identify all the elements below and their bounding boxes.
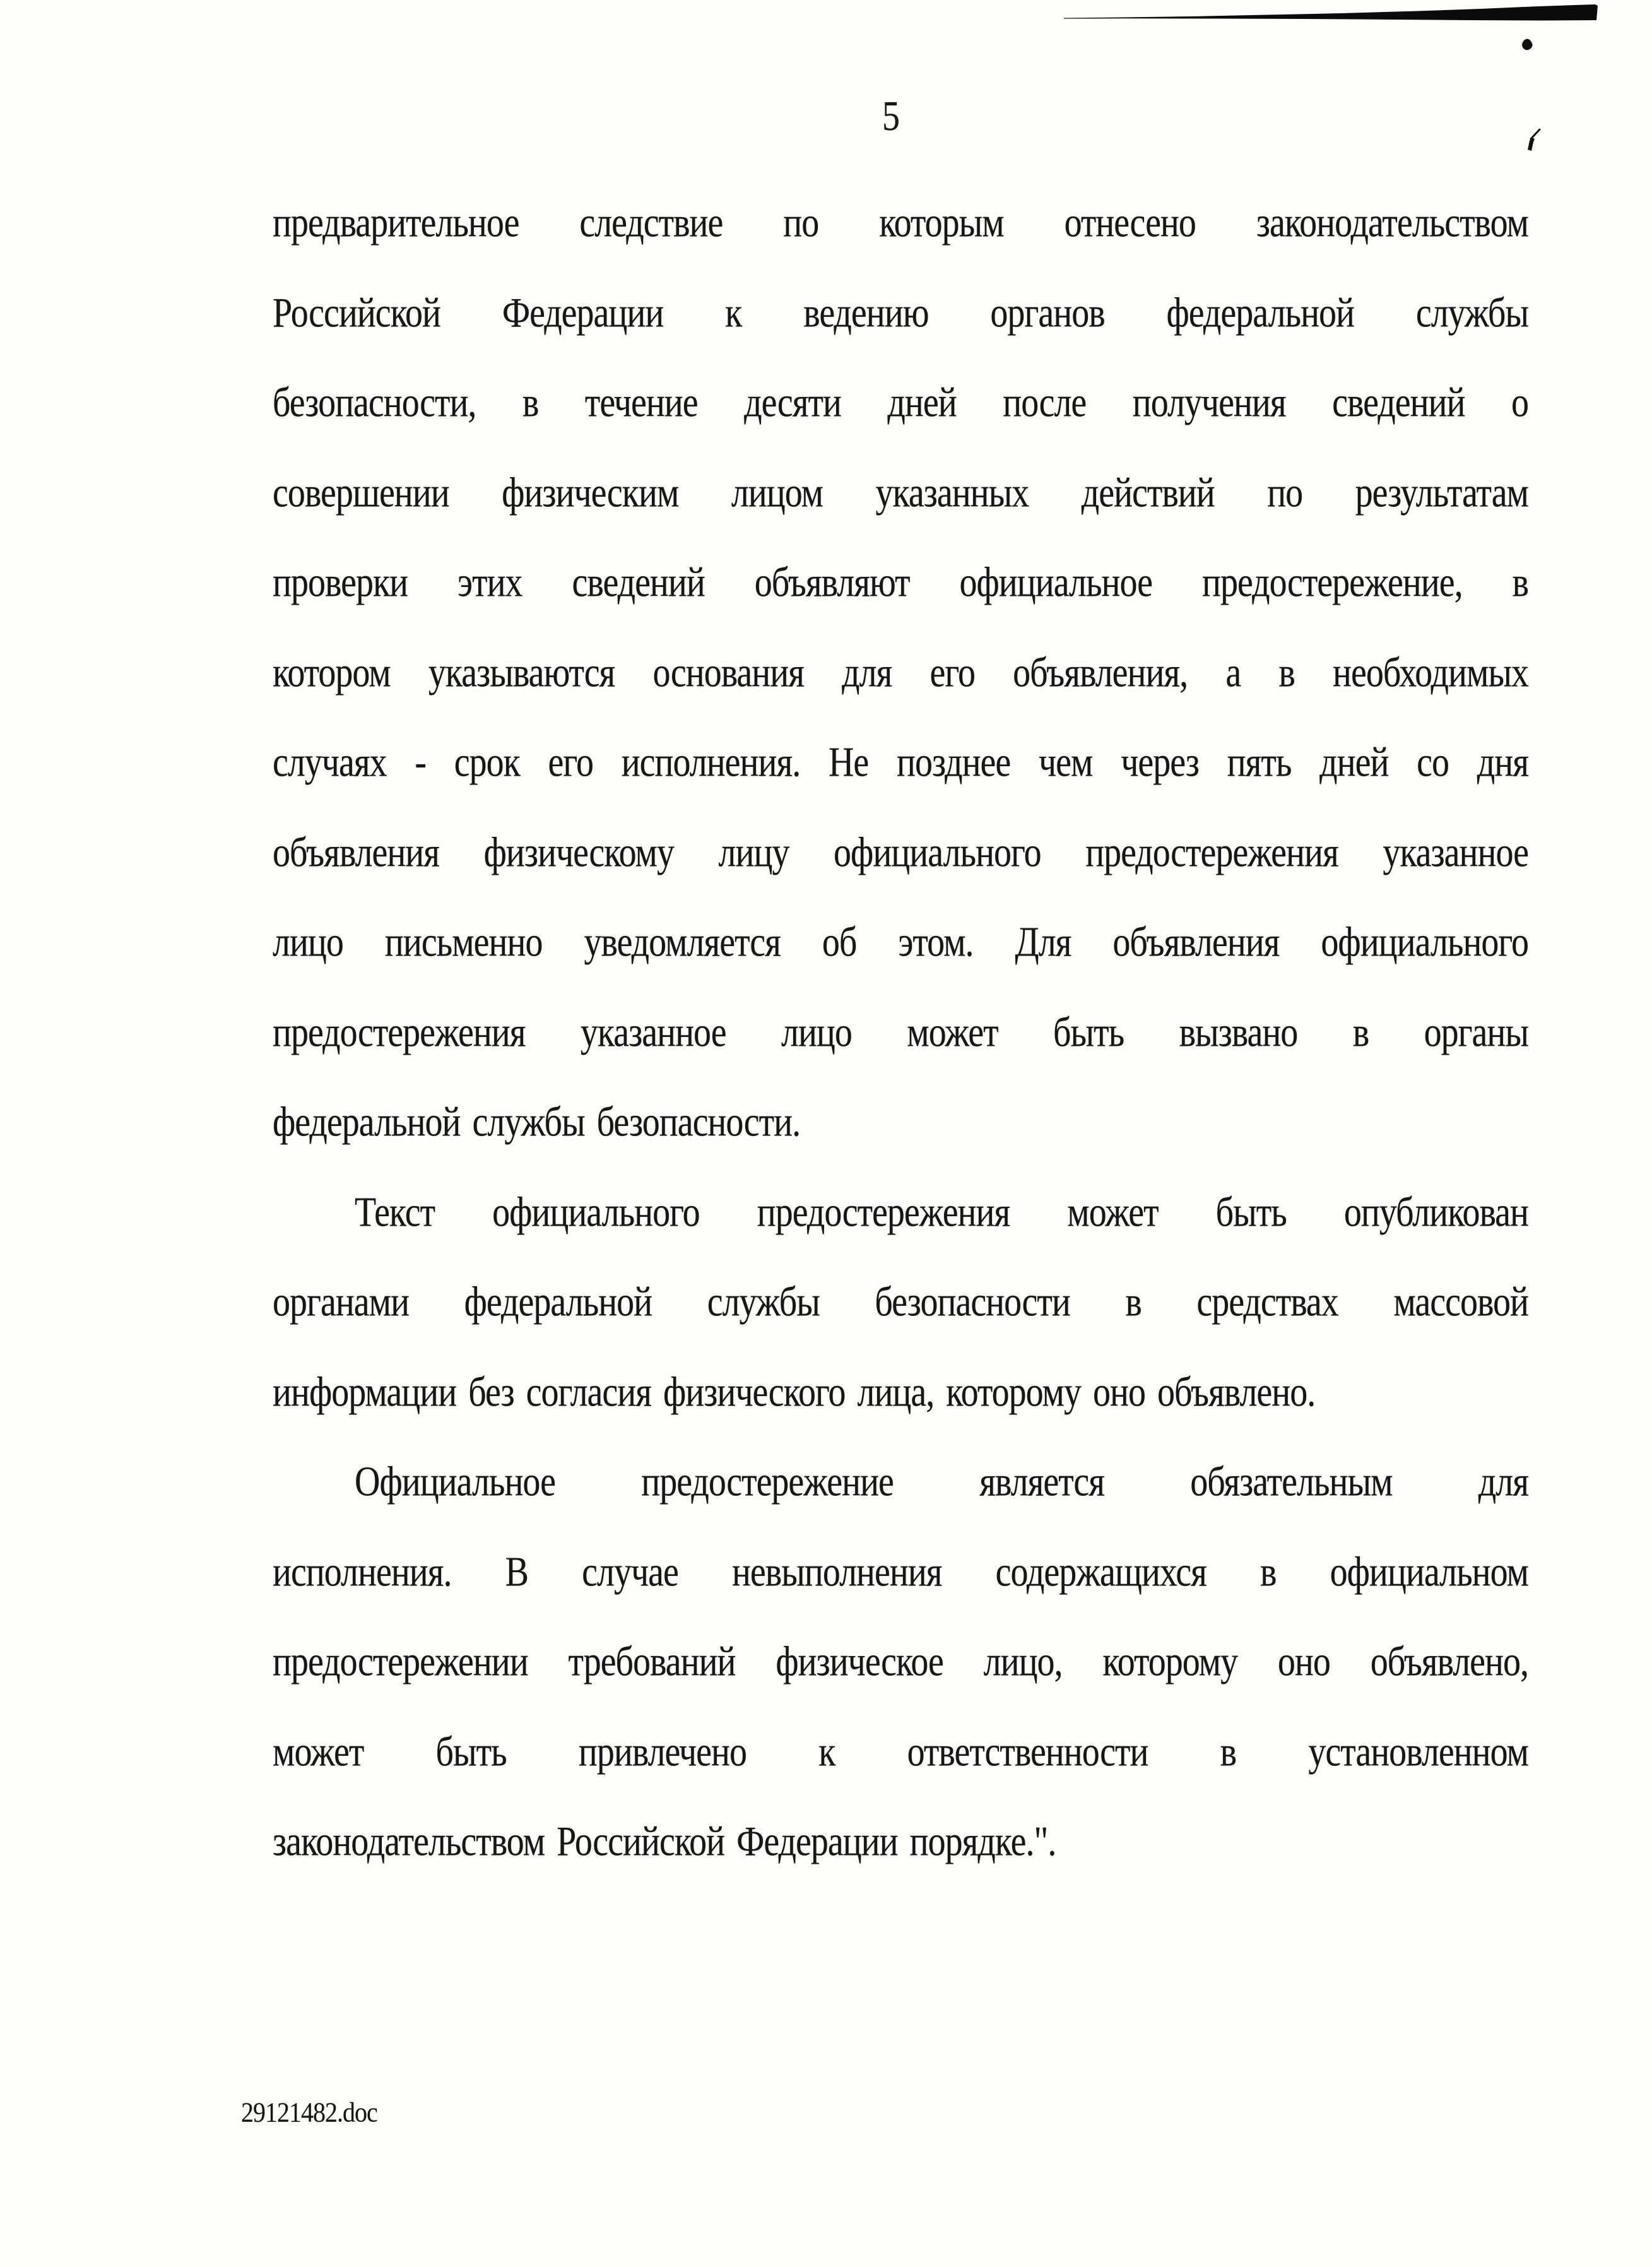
text-line: предостережения указанное лицо может быть вызвано в органы xyxy=(273,1009,1528,1056)
text-line: случаях - срок его исполнения. Не позднее чем через пять дней со дня xyxy=(273,738,1528,786)
text-line: котором указываются основания для его объявления, а в необходимых xyxy=(273,649,1528,696)
text-line: проверки этих сведений объявляют официальное предостережение, в xyxy=(273,559,1528,607)
text-line: предостережении требований физическое лицо, которому оно объявлено, xyxy=(273,1638,1528,1686)
body-text xyxy=(273,178,1528,1887)
text-line: законодательством Российской Федерации порядке.". xyxy=(273,1818,1056,1866)
text-line: совершении физическим лицом указанных действий по результатам xyxy=(273,469,1528,516)
text-line: Текст официального предостережения может быть опубликован xyxy=(355,1188,1528,1236)
text-line: Официальное предостережение является обязательным для xyxy=(355,1458,1528,1506)
ink-speck-artifact-icon xyxy=(1521,38,1533,51)
scan-streak-artifact-icon xyxy=(1064,1,1598,24)
text-line: лицо письменно уведомляется об этом. Для объявления официального xyxy=(273,918,1528,966)
footer-filename: 29121482.doc xyxy=(241,2096,377,2128)
page-number: 5 xyxy=(882,93,900,140)
text-line: информации без согласия физического лица, которому оно объявлено. xyxy=(273,1368,1316,1416)
text-line: предварительное следствие по которым отнесено законодательством xyxy=(273,199,1528,247)
text-line: исполнения. В случае невыполнения содержащихся в официальном xyxy=(273,1548,1528,1595)
text-line: органами федеральной службы безопасности в средствах массовой xyxy=(273,1278,1528,1326)
text-line: может быть привлечено к ответственности в установленном xyxy=(273,1728,1528,1775)
text-line: федеральной службы безопасности. xyxy=(273,1098,801,1146)
ink-squiggle-artifact-icon xyxy=(1526,129,1542,153)
text-line: объявления физическому лицу официального предостережения указанное xyxy=(273,829,1528,876)
text-line: безопасности, в течение десяти дней после получения сведений о xyxy=(273,379,1528,427)
text-line: Российской Федерации к ведению органов федеральной службы xyxy=(273,289,1528,336)
